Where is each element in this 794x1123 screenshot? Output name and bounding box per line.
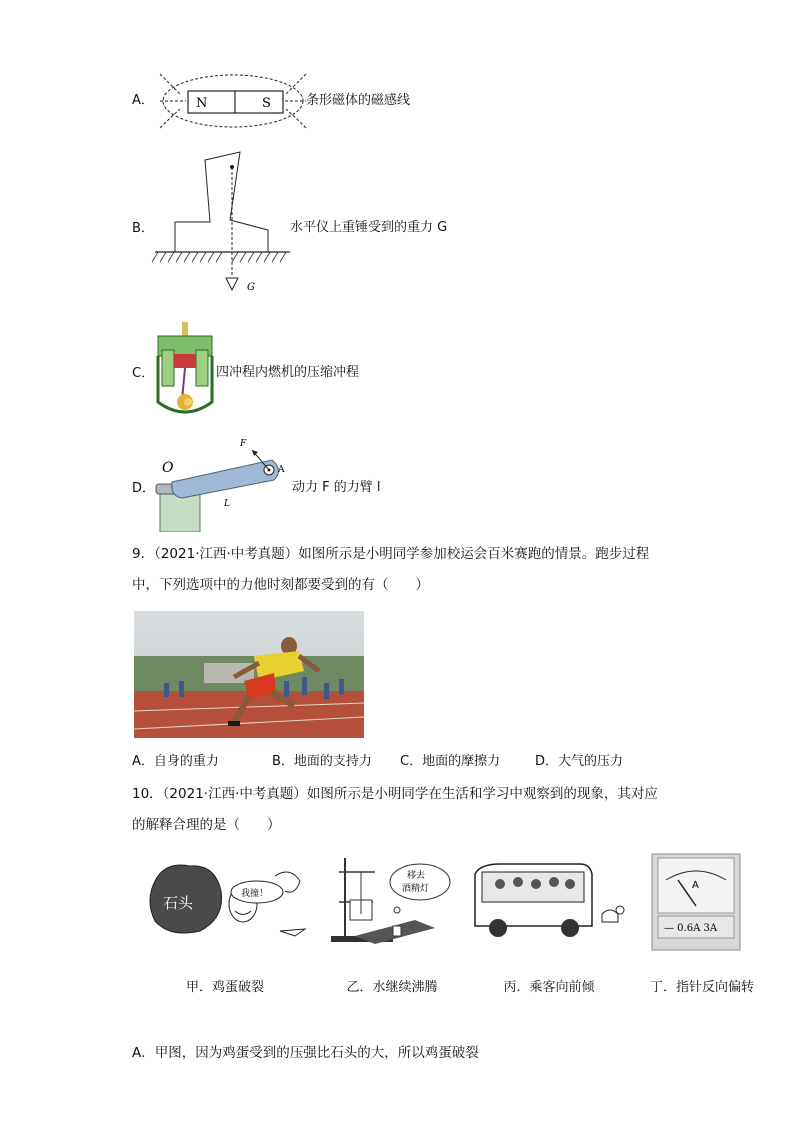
egg-stone-figure [145, 856, 315, 946]
q9-line1: 9．（2021·江西·中考真题）如图所示是小明同学参加校运会百米赛跑的情景。跑步过程 [132, 546, 650, 562]
boiling-water-figure [325, 852, 455, 952]
option-d-letter: D． [132, 481, 156, 496]
force-f-label: F [240, 439, 247, 449]
option-b-letter: B． [132, 221, 154, 236]
pivot-o-label: O [162, 460, 174, 476]
option-a-letter: A． [132, 93, 154, 108]
plumb-level-figure [150, 150, 295, 300]
q10-line1: 10．（2021·江西·中考真题）如图所示是小明同学在生活和学习中观察到的现象，其对应 [132, 786, 658, 802]
bar-magnet-figure [158, 64, 308, 138]
lamp-bubble-line1: 移去 [407, 871, 426, 881]
q10-option-a: A．甲图，因为鸡蛋受到的压强比石头的大，所以鸡蛋破裂 [132, 1045, 479, 1061]
caption-jia: 甲．鸡蛋破裂 [185, 980, 264, 995]
ammeter-range: — 0.6A 3A [664, 923, 718, 934]
option-c-text: 四冲程内燃机的压缩冲程 [216, 365, 360, 380]
caption-ding: 丁．指针反向偏转 [649, 980, 754, 995]
option-b-text: 水平仪上重锤受到的重力 G [290, 220, 448, 235]
option-d-text: 动力 F 的力臂 l [292, 480, 381, 495]
plumb-g-label: G [247, 282, 255, 293]
magnet-n-label: N [196, 96, 208, 111]
ammeter-unit: A [692, 880, 699, 891]
magnet-s-label: S [262, 96, 271, 111]
q9-choice-d: D．大气的压力 [535, 754, 624, 769]
bottle-opener-figure [152, 432, 292, 532]
q10-line2: 的解释合理的是（ ） [132, 817, 281, 833]
caption-yi: 乙．水继续沸腾 [346, 980, 438, 995]
q9-choice-b: B．地面的支持力 [272, 754, 372, 769]
arm-l-label: L [224, 499, 230, 509]
egg-speech: 我撞！ [241, 889, 269, 899]
ammeter-figure [648, 850, 744, 955]
q9-choice-c: C．地面的摩擦力 [400, 754, 501, 769]
option-c-letter: C． [132, 366, 155, 381]
q9-choice-a: A．自身的重力 [132, 754, 219, 769]
stone-label: 石头 [163, 894, 194, 912]
q9-line2: 中，下列选项中的力他时刻都要受到的有（ ） [132, 577, 429, 593]
option-a-text: 条形磁体的磁感线 [306, 93, 411, 108]
lamp-bubble-line2: 酒精灯 [402, 884, 430, 894]
sprint-photo [134, 611, 364, 738]
point-a-label: A [278, 465, 285, 475]
bus-passengers-figure [470, 862, 630, 942]
engine-figure [152, 320, 218, 420]
caption-bing: 丙．乘客向前倾 [503, 980, 595, 995]
